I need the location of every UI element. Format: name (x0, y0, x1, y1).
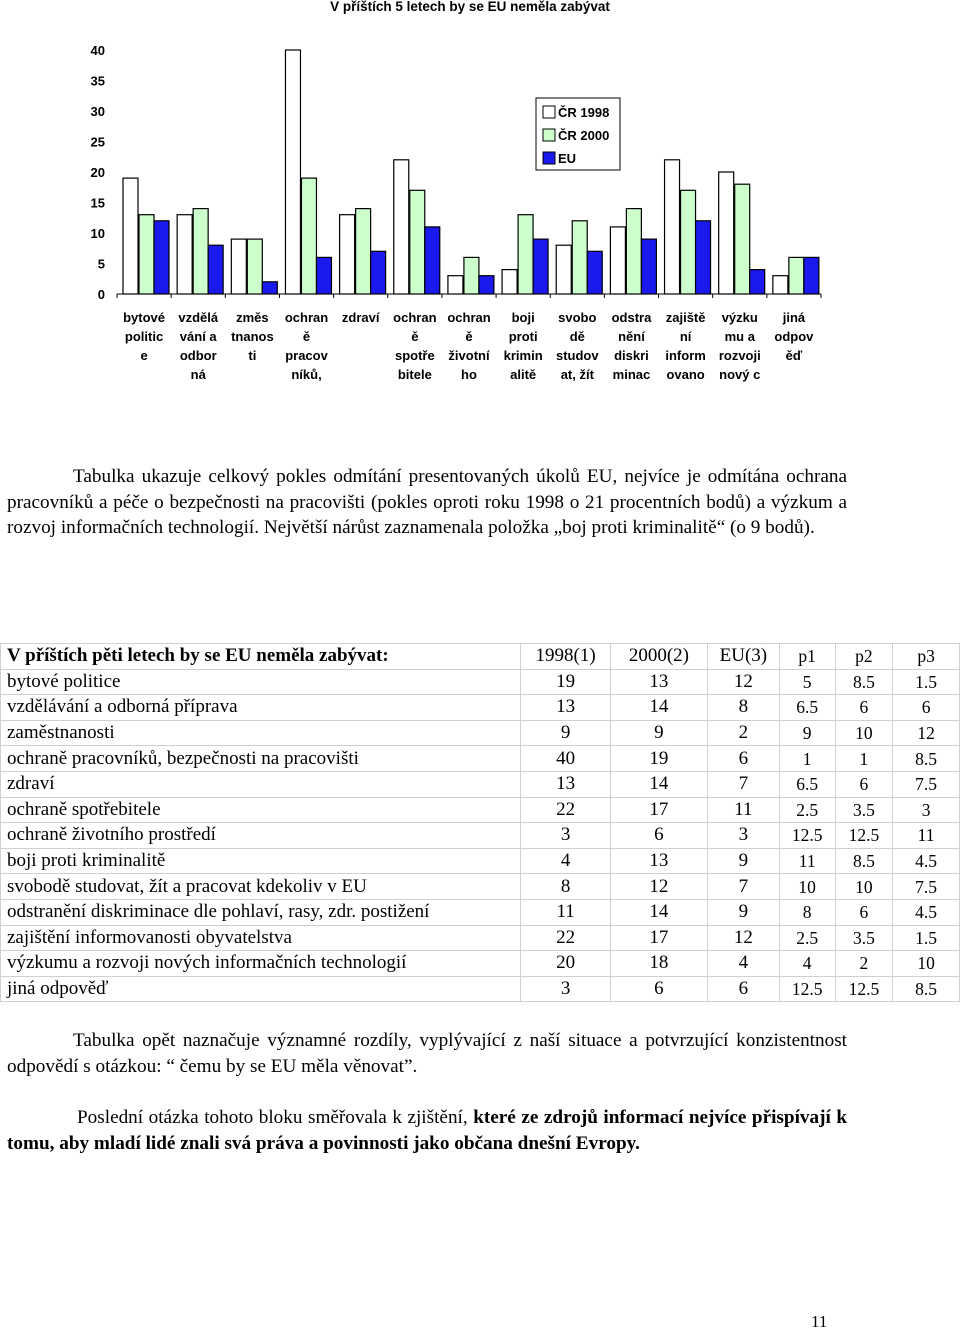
value-cell: 1 (779, 746, 835, 772)
x-label-10-0: zajiště (665, 310, 706, 325)
x-label-12-0: jiná (782, 310, 806, 325)
value-cell: 12 (708, 669, 780, 695)
value-cell: 12.5 (779, 976, 835, 1002)
table-row (1, 720, 960, 746)
y-tick-label-2: 10 (90, 226, 105, 241)
table-header-cell: p3 (893, 644, 960, 670)
value-cell: 6 (835, 771, 893, 797)
value-cell: 2.5 (779, 925, 835, 951)
x-label-2-2: ti (248, 348, 257, 363)
value-cell: 6 (708, 976, 780, 1002)
bar-čr-2000-7 (518, 215, 533, 294)
x-label-7-1: proti (508, 329, 538, 344)
value-cell: 12 (893, 720, 960, 746)
value-cell: 12.5 (835, 823, 893, 849)
table-header-cell: 2000(2) (610, 644, 707, 670)
value-cell: 6 (610, 823, 707, 849)
legend-label-1: ČR 2000 (558, 128, 610, 143)
row-label-cell: ochraně pracovníků, bezpečnosti na pracovišti (1, 746, 521, 772)
table-row (1, 695, 960, 721)
value-cell: 1.5 (893, 925, 960, 951)
legend-swatch-1 (543, 129, 555, 141)
value-cell: 11 (893, 823, 960, 849)
x-label-2-1: tnanos (231, 329, 274, 344)
row-label-cell: zdraví (1, 771, 521, 797)
x-label-12-2: ěď (785, 348, 803, 363)
y-tick-label-7: 35 (90, 73, 105, 89)
table-row (1, 976, 960, 1002)
table-header-cell: V příštích pěti letech by se EU neměla zabývat: (1, 644, 521, 670)
paragraph-summary (7, 464, 847, 541)
bar-čr-1998-10 (665, 160, 680, 294)
bar-čr-2000-8 (572, 221, 587, 294)
row-label-cell: vzdělávání a odborná příprava (1, 695, 521, 721)
y-tick-label-3: 15 (90, 195, 105, 211)
row-label-cell: zajištění informovanosti obyvatelstva (1, 925, 521, 951)
table-row (1, 951, 960, 977)
bar-čr-1998-6 (448, 276, 463, 294)
value-cell: 2.5 (779, 797, 835, 823)
value-cell: 9 (521, 720, 611, 746)
value-cell: 11 (708, 797, 780, 823)
x-label-6-3: ho (461, 367, 477, 382)
value-cell: 14 (610, 771, 707, 797)
value-cell: 8.5 (835, 848, 893, 874)
value-cell: 6.5 (779, 695, 835, 721)
bar-čr-1998-2 (231, 239, 246, 294)
bar-eu-12 (804, 257, 819, 294)
x-label-10-3: ovano (666, 367, 705, 382)
chart-bars (123, 50, 819, 294)
x-label-7-3: alitě (510, 367, 537, 382)
x-label-11-0: výzku (721, 310, 758, 325)
value-cell: 13 (610, 848, 707, 874)
row-label-cell: jiná odpověď (1, 976, 521, 1002)
table-row (1, 925, 960, 951)
value-cell: 9 (610, 720, 707, 746)
value-cell: 40 (521, 746, 611, 772)
value-cell: 10 (893, 951, 960, 977)
value-cell: 3 (521, 976, 611, 1002)
value-cell: 13 (521, 695, 611, 721)
bar-chart (0, 0, 960, 400)
value-cell: 4.5 (893, 848, 960, 874)
bar-čr-2000-11 (735, 184, 750, 294)
bar-čr-2000-2 (247, 239, 262, 294)
bar-eu-10 (696, 221, 711, 294)
table-header-cell: EU(3) (708, 644, 780, 670)
bar-čr-2000-9 (626, 209, 641, 294)
y-tick-label-5: 25 (90, 134, 105, 150)
value-cell: 14 (610, 899, 707, 925)
y-tick-label-0: 0 (97, 287, 105, 302)
table-row (1, 823, 960, 849)
bar-čr-2000-10 (681, 190, 696, 294)
x-label-3-2: pracov (285, 348, 328, 363)
bar-čr-1998-7 (502, 270, 517, 294)
value-cell: 12.5 (779, 823, 835, 849)
x-label-0-0: bytové (123, 310, 166, 325)
x-label-9-1: nění (618, 329, 645, 344)
value-cell: 6 (893, 695, 960, 721)
value-cell: 6 (610, 976, 707, 1002)
x-label-7-2: krimin (503, 348, 543, 363)
x-label-6-1: ě (465, 329, 473, 344)
legend-label-2: EU (558, 151, 577, 166)
value-cell: 19 (521, 669, 611, 695)
table-row (1, 848, 960, 874)
x-label-5-3: bitele (397, 367, 432, 382)
bar-čr-1998-0 (123, 178, 138, 294)
value-cell: 6 (835, 899, 893, 925)
value-cell: 6 (708, 746, 780, 772)
paragraph-question-bold: které ze zdrojů informací nejvíce přispívají k tomu, aby mladí lidé znali svá práva a povinnosti jako občana dnešní Evropy. (7, 1107, 847, 1154)
x-label-6-0: ochran (447, 310, 491, 325)
x-label-10-2: inform (665, 348, 706, 363)
x-label-1-3: ná (190, 367, 206, 382)
x-label-11-3: nový c (719, 367, 761, 382)
value-cell: 22 (521, 797, 611, 823)
page-number: 11 (811, 1312, 828, 1331)
bar-čr-1998-8 (556, 245, 571, 294)
bar-eu-5 (425, 227, 440, 294)
bar-čr-1998-9 (610, 227, 625, 294)
value-cell: 7 (708, 771, 780, 797)
value-cell: 4 (779, 951, 835, 977)
value-cell: 11 (521, 899, 611, 925)
value-cell: 3 (708, 823, 780, 849)
value-cell: 12 (610, 874, 707, 900)
value-cell: 8 (779, 899, 835, 925)
bar-čr-2000-1 (193, 209, 208, 294)
bar-eu-6 (479, 276, 494, 294)
bar-čr-2000-0 (139, 215, 154, 294)
x-label-0-2: e (140, 348, 148, 363)
value-cell: 3 (521, 823, 611, 849)
value-cell: 8.5 (835, 669, 893, 695)
x-label-6-2: životní (448, 348, 490, 363)
bar-eu-2 (262, 282, 277, 294)
bar-čr-1998-5 (394, 160, 409, 294)
value-cell: 10 (835, 720, 893, 746)
x-label-3-1: ě (302, 329, 311, 344)
x-label-4-0: zdraví (341, 310, 380, 325)
value-cell: 12.5 (835, 976, 893, 1002)
table-header-cell: p1 (779, 644, 835, 670)
value-cell: 22 (521, 925, 611, 951)
x-label-12-1: odpov (774, 329, 814, 344)
value-cell: 4 (521, 848, 611, 874)
bar-čr-2000-5 (410, 190, 425, 294)
bar-čr-2000-3 (301, 178, 316, 294)
x-label-5-0: ochran (393, 310, 437, 325)
legend-label-0: ČR 1998 (558, 105, 610, 120)
value-cell: 7 (708, 874, 780, 900)
value-cell: 9 (779, 720, 835, 746)
bar-čr-1998-4 (340, 215, 355, 294)
bar-čr-1998-1 (177, 215, 192, 294)
table-row (1, 669, 960, 695)
bar-eu-8 (587, 251, 602, 294)
chart-legend (536, 98, 620, 170)
value-cell: 8.5 (893, 976, 960, 1002)
x-label-11-2: rozvoji (718, 348, 761, 363)
table-header-row (1, 644, 960, 670)
bar-eu-9 (641, 239, 656, 294)
value-cell: 9 (708, 899, 780, 925)
bar-eu-1 (208, 245, 223, 294)
y-tick-label-1: 5 (97, 256, 105, 272)
row-label-cell: boji proti kriminalitě (1, 848, 521, 874)
bar-eu-0 (154, 221, 169, 294)
value-cell: 8.5 (893, 746, 960, 772)
value-cell: 13 (610, 669, 707, 695)
table-header-cell: 1998(1) (521, 644, 611, 670)
bar-čr-1998-11 (719, 172, 734, 294)
x-label-5-2: spotře (394, 348, 435, 363)
row-label-cell: bytové politice (1, 669, 521, 695)
bar-čr-2000-12 (789, 257, 804, 294)
paragraph-differences-text: Tabulka opět naznačuje významné rozdíly, vyplývající z naší situace a potvrzující konzistentnost odpovědí s otázkou: “ čemu by se EU měla věnovat”. (7, 1030, 847, 1077)
paragraph-differences (7, 1028, 847, 1079)
value-cell: 8 (708, 695, 780, 721)
row-label-cell: ochraně životního prostředí (1, 823, 521, 849)
value-cell: 9 (708, 848, 780, 874)
value-cell: 7.5 (893, 874, 960, 900)
x-label-8-0: svobo (558, 310, 597, 325)
bar-eu-4 (371, 251, 386, 294)
x-label-7-0: boji (511, 310, 535, 325)
value-cell: 18 (610, 951, 707, 977)
x-label-11-1: mu a (724, 329, 755, 344)
chart-title: V příštích 5 letech by se EU neměla zabývat (330, 0, 610, 14)
x-label-3-0: ochran (284, 310, 329, 325)
x-label-1-1: vání a (179, 329, 217, 344)
y-tick-label-4: 20 (90, 165, 105, 180)
x-label-9-3: minac (612, 367, 651, 382)
table-row (1, 797, 960, 823)
value-cell: 4 (708, 951, 780, 977)
table-row (1, 899, 960, 925)
bar-eu-7 (533, 239, 548, 294)
value-cell: 8 (521, 874, 611, 900)
row-label-cell: odstranění diskriminace dle pohlaví, rasy, zdr. postižení (1, 899, 521, 925)
value-cell: 10 (835, 874, 893, 900)
table-row (1, 746, 960, 772)
value-cell: 6.5 (779, 771, 835, 797)
table-row (1, 771, 960, 797)
value-cell: 19 (610, 746, 707, 772)
value-cell: 13 (521, 771, 611, 797)
value-cell: 17 (610, 925, 707, 951)
x-label-9-0: odstra (611, 310, 652, 325)
x-label-1-0: vzdělá (178, 310, 219, 325)
x-label-0-1: politic (124, 329, 164, 344)
bar-čr-1998-12 (773, 276, 788, 294)
x-label-3-3: níků, (291, 367, 322, 382)
row-label-cell: výzkumu a rozvoji nových informačních technologií (1, 951, 521, 977)
y-tick-label-6: 30 (90, 104, 105, 119)
bar-čr-1998-3 (285, 50, 300, 294)
row-label-cell: svobodě studovat, žít a pracovat kdekoliv v EU (1, 874, 521, 900)
legend-swatch-2 (543, 152, 555, 164)
bar-čr-2000-6 (464, 257, 479, 294)
value-cell: 5 (779, 669, 835, 695)
row-label-cell: ochraně spotřebitele (1, 797, 521, 823)
x-label-8-3: at, žít (560, 367, 594, 382)
value-cell: 11 (779, 848, 835, 874)
paragraph-question-normal: Poslední otázka tohoto bloku směřovala k zjištění, (77, 1107, 474, 1128)
bar-eu-3 (316, 257, 331, 294)
x-label-2-0: změs (236, 310, 269, 325)
x-axis-labels (123, 310, 814, 382)
paragraph-question (7, 1105, 847, 1156)
x-label-5-1: ě (411, 329, 419, 344)
value-cell: 3 (893, 797, 960, 823)
x-label-8-1: dě (569, 329, 585, 344)
value-cell: 2 (835, 951, 893, 977)
value-cell: 17 (610, 797, 707, 823)
table-row (1, 874, 960, 900)
x-label-9-2: diskri (614, 348, 649, 363)
value-cell: 10 (779, 874, 835, 900)
value-cell: 2 (708, 720, 780, 746)
data-table (0, 643, 960, 1002)
x-label-8-2: studov (555, 348, 599, 363)
x-label-1-2: odbor (179, 348, 217, 363)
table-header-cell: p2 (835, 644, 893, 670)
value-cell: 3.5 (835, 925, 893, 951)
value-cell: 6 (835, 695, 893, 721)
value-cell: 20 (521, 951, 611, 977)
paragraph-summary-text: Tabulka ukazuje celkový pokles odmítání presentovaných úkolů EU, nejvíce je odmítána ochrana pracovníků a péče o bezpečnosti na pracovišti (pokles oproti roku 1998 o 21 procentních bodů) a výzkum a rozvoj informačních technologií. Největší nárůst zaznamenala položka „boj proti kriminalitě“ (o 9 bodů). (7, 466, 847, 539)
value-cell: 1.5 (893, 669, 960, 695)
value-cell: 14 (610, 695, 707, 721)
value-cell: 3.5 (835, 797, 893, 823)
value-cell: 7.5 (893, 771, 960, 797)
value-cell: 4.5 (893, 899, 960, 925)
x-label-10-1: ní (679, 329, 692, 344)
value-cell: 12 (708, 925, 780, 951)
y-tick-label-8: 40 (90, 43, 105, 58)
value-cell: 1 (835, 746, 893, 772)
bar-čr-2000-4 (356, 209, 371, 294)
legend-swatch-0 (543, 106, 555, 118)
row-label-cell: zaměstnanosti (1, 720, 521, 746)
bar-eu-11 (750, 270, 765, 294)
